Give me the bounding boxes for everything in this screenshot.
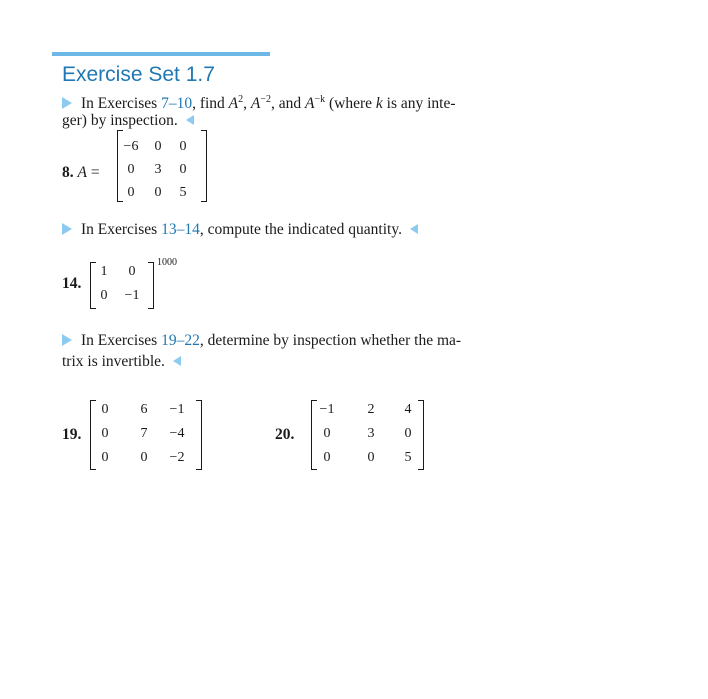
matrix-cell: 7 — [140, 426, 148, 441]
matrix-bracket-right — [148, 262, 154, 309]
matrix-cell: 2 — [367, 402, 375, 417]
matrix-cell: 3 — [367, 426, 375, 441]
arrow-left-icon — [186, 115, 194, 125]
arrow-right-icon — [62, 223, 72, 235]
matrix-cell: 0 — [323, 426, 331, 441]
matrix-cell: 0 — [179, 162, 187, 177]
matrix-cell: −1 — [169, 402, 185, 417]
matrix-cell: 0 — [100, 288, 108, 303]
matrix-cell: 0 — [140, 450, 148, 465]
matrix-cell: −1 — [124, 288, 140, 303]
intro-paragraph-2: In Exercises 13–14, compute the indicated quantity. — [62, 219, 418, 241]
matrix-bracket-right — [196, 400, 202, 470]
matrix-cell: −6 — [123, 139, 139, 154]
arrow-left-icon — [173, 356, 181, 366]
matrix-exponent: 1000 — [157, 257, 177, 268]
matrix-cell: 0 — [179, 139, 187, 154]
intro-paragraph-3-line-2: trix is invertible. — [62, 351, 181, 373]
matrix-cell: 1 — [100, 264, 108, 279]
exercise-reference-link[interactable]: 19–22 — [161, 332, 200, 349]
exercise-14-label: 14. — [62, 275, 82, 292]
matrix-cell: 3 — [154, 162, 162, 177]
matrix-cell: 0 — [404, 426, 412, 441]
matrix-cell: 4 — [404, 402, 412, 417]
matrix-cell: 0 — [101, 426, 109, 441]
matrix-cell: 0 — [154, 139, 162, 154]
matrix-cell: 0 — [101, 450, 109, 465]
arrow-left-icon — [410, 224, 418, 234]
intro-paragraph-1-line-2: ger) by inspection. — [62, 110, 194, 132]
matrix-bracket-right — [201, 130, 207, 202]
matrix-cell: 0 — [127, 185, 135, 200]
matrix-cell: 0 — [128, 264, 136, 279]
arrow-right-icon — [62, 334, 72, 346]
matrix-cell: 5 — [404, 450, 412, 465]
matrix-cell: −2 — [169, 450, 185, 465]
intro-paragraph-3: In Exercises 19–22, determine by inspection whether the ma- — [62, 330, 461, 352]
matrix-cell: 0 — [154, 185, 162, 200]
intro-paragraph-1: In Exercises 7–10, find $A^2$, $A^{-2}$, and $A^{-k}$ (where k is any inte- — [62, 89, 456, 115]
section-top-bar — [52, 52, 270, 56]
matrix-cell: 0 — [367, 450, 375, 465]
exercise-reference-link[interactable]: 7–10 — [161, 95, 193, 113]
matrix-cell: −1 — [319, 402, 335, 417]
matrix-cell: 0 — [127, 162, 135, 177]
arrow-right-icon — [62, 97, 72, 109]
matrix-cell: 6 — [140, 402, 148, 417]
exercise-19-label: 19. — [62, 426, 82, 443]
exercise-8-label: 8. A = — [62, 164, 100, 181]
matrix-cell: −4 — [169, 426, 185, 441]
section-title: Exercise Set 1.7 — [62, 63, 215, 86]
exercise-reference-link[interactable]: 13–14 — [161, 221, 200, 238]
matrix-cell: 0 — [323, 450, 331, 465]
matrix-cell: 0 — [101, 402, 109, 417]
exercise-20-label: 20. — [275, 426, 295, 443]
matrix-cell: 5 — [179, 185, 187, 200]
